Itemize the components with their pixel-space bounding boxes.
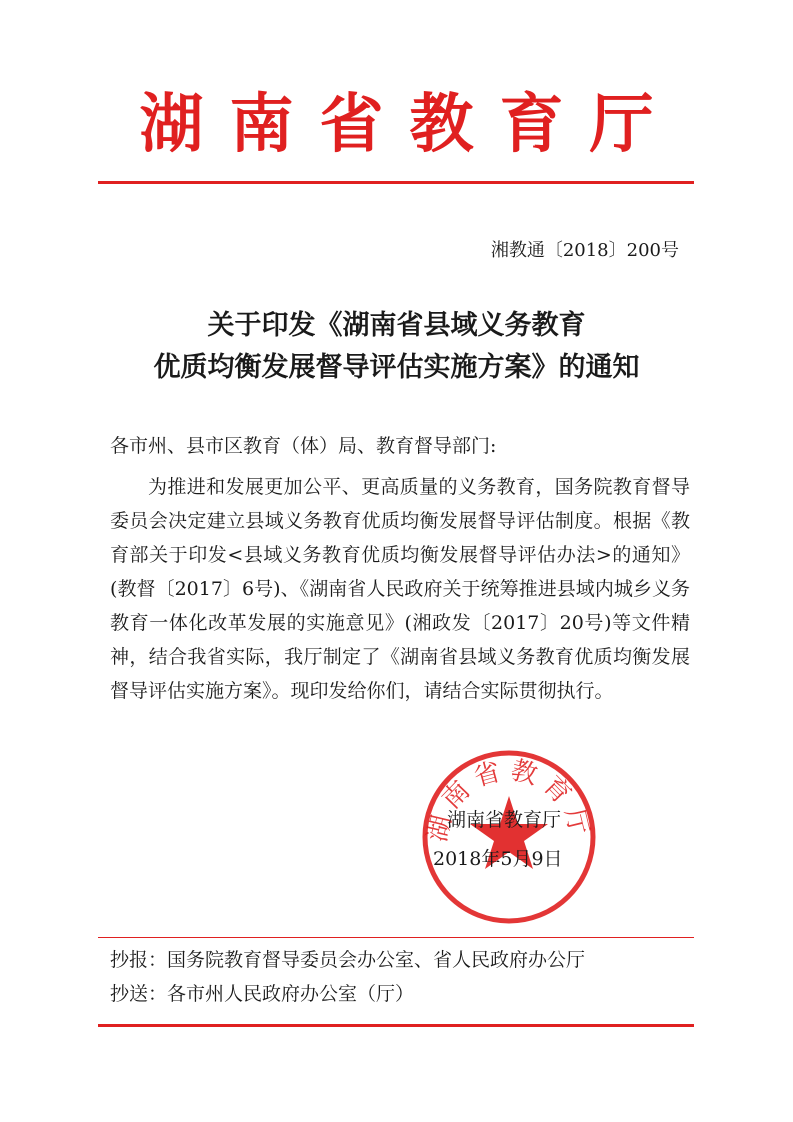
- document-title-line-1: 关于印发《湖南省县域义务教育: [207, 310, 586, 341]
- salutation: 各市州、县市区教育（体）局、教育督导部门:: [110, 435, 497, 457]
- masthead-rule: [98, 181, 694, 184]
- cc-bottom-rule: [98, 1024, 694, 1027]
- copy-to-line: 抄送：各市州人民政府办公室（厅）: [110, 983, 415, 1005]
- body-paragraph: 为推进和发展更加公平、更高质量的义务教育，国务院教育督导委员会决定建立县域义务教育优质均衡发展督导评估制度。根据《教育部关于印发<县域义务教育优质均衡发展督导评估办法>的通知》(教督〔2017〕6号)、《湖南省人民政府关于统筹推进县域内城乡义务教育一体化改革发展的实施意见》(湘政发〔2017〕20号)等文件精神，结合我省实际，我厅制定了《湖南省县域义务教育优质均衡发展督导评估实施方案》。现印发给你们，请结合实际贯彻执行。: [110, 476, 690, 702]
- issuer-masthead: 湖南省教育厅: [139, 87, 680, 162]
- issue-date: 2018年5月9日: [433, 848, 563, 870]
- official-seal: [420, 748, 598, 926]
- report-to-line: 抄报：国务院教育督导委员会办公室、省人民政府办公厅: [110, 949, 586, 971]
- document-title-line-2: 优质均衡发展督导评估实施方案》的通知: [153, 352, 640, 383]
- signature-issuer: 湖南省教育厅: [447, 809, 562, 831]
- document-number: 湘教通〔2018〕200号: [490, 240, 679, 261]
- cc-top-rule: [98, 937, 694, 938]
- seal-text: 湖南省教育厅: [422, 755, 596, 845]
